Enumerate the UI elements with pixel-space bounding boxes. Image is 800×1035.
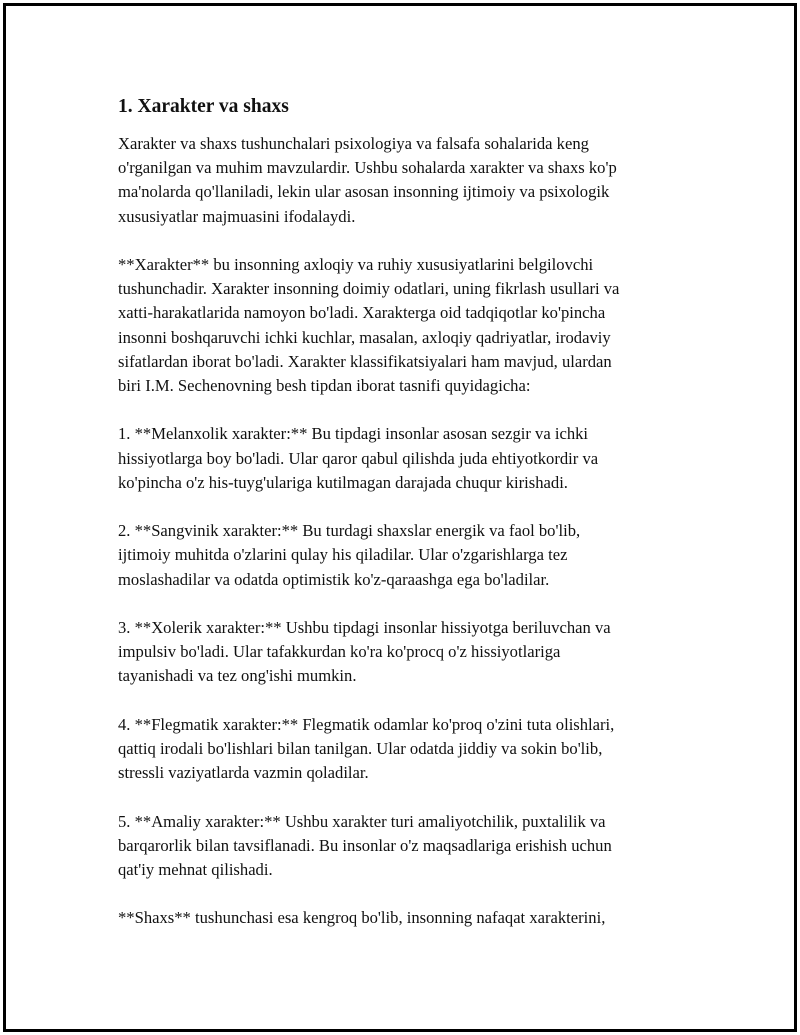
text-line: tushunchadir. Xarakter insonning doimiy odatlari, uning fikrlash usullari va: [118, 279, 620, 299]
text-line: Xarakter va shaxs tushunchalari psixologiya va falsafa sohalarida keng: [118, 134, 589, 153]
text-line: insonni boshqaruvchi ichki kuchlar, masalan, axloqiy qadriyatlar, irodaviy: [118, 327, 611, 347]
text-line: hissiyotlarga boy bo'ladi. Ular qaror qabul qilishda juda ehtiyotkordir va: [118, 448, 599, 468]
text-line: 2. **Sangvinik xarakter:** Bu turdagi shaxslar energik va faol bo'lib,: [118, 521, 581, 541]
text-line: moslashadilar va odatda optimistik ko'z-qaraashga ega bo'ladilar.: [118, 569, 550, 589]
text-line: qattiq irodali bo'lishlari bilan tanilgan. Ular odatda jiddiy va sokin bo'lib,: [118, 739, 603, 758]
paragraph-shaxs: [118, 906, 688, 930]
text-line: 5. **Amaliy xarakter:** Ushbu xarakter turi amaliyotchilik, puxtalilik va: [118, 811, 606, 831]
list-item-amaliy: [118, 810, 688, 883]
text-line: sifatlardan iborat bo'ladi. Xarakter klassifikatsiyalari ham mavjud, ulardan: [118, 351, 612, 371]
text-line: xatti-harakatlarida namoyon bo'ladi. Xarakterga oid tadqiqotlar ko'pincha: [118, 303, 606, 323]
text-line: tayanishadi va tez ong'ishi mumkin.: [118, 666, 357, 686]
text-line: stressli vaziyatlarda vazmin qoladilar.: [118, 763, 369, 783]
list-item-flegmatik: [118, 713, 688, 786]
text-line: 1. **Melanxolik xarakter:** Bu tipdagi insonlar asosan sezgir va ichki: [118, 424, 589, 444]
paragraph-xarakter: [118, 253, 688, 398]
text-line: **Shaxs** tushunchasi esa kengroq bo'lib, insonning nafaqat xarakterini,: [118, 908, 606, 928]
list-item-xolerik: [118, 616, 688, 689]
text-line: ma'nolarda qo'llaniladi, lekin ular asosan insonning ijtimoiy va psixologik: [118, 182, 610, 202]
list-item-melanxolik: [118, 422, 688, 495]
text-line: impulsiv bo'ladi. Ular tafakkurdan ko'ra ko'procq o'z hissiyotlariga: [118, 642, 561, 662]
text-line: qat'iy mehnat qilishadi.: [118, 860, 273, 879]
text-line: 4. **Flegmatik xarakter:** Flegmatik odamlar ko'proq o'zini tuta olishlari,: [118, 714, 615, 734]
text-line: ijtimoiy muhitda o'zlarini qulay his qiladilar. Ular o'zgarishlarga tez: [118, 545, 568, 565]
section-heading: 1. Xarakter va shaxs: [118, 96, 289, 117]
list-item-sangvinik: [118, 519, 688, 592]
text-line: barqarorlik bilan tavsiflanadi. Bu insonlar o'z maqsadlariga erishish uchun: [118, 835, 612, 855]
paragraph-intro: [118, 132, 688, 229]
text-line: xususiyatlar majmuasini ifodalaydi.: [118, 206, 356, 226]
text-line: o'rganilgan va muhim mavzulardir. Ushbu sohalarda xarakter va shaxs ko'p: [118, 158, 617, 178]
text-line: biri I.M. Sechenovning besh tipdan iborat tasnifi quyidagicha:: [118, 376, 531, 396]
text-line: **Xarakter** bu insonning axloqiy va ruhiy xususiyatlarini belgilovchi: [118, 255, 594, 274]
text-line: 3. **Xolerik xarakter:** Ushbu tipdagi insonlar hissiyotga beriluvchan va: [118, 618, 611, 637]
document-body: [118, 95, 688, 955]
text-line: ko'pincha o'z his-tuyg'ulariga kutilmagan darajada chuqur kirishadi.: [118, 472, 568, 492]
